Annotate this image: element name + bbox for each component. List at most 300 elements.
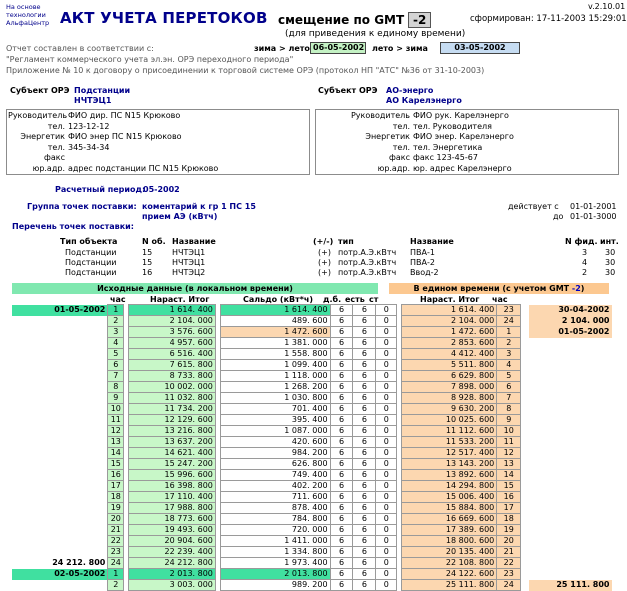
cum-cell: 2 104. 000 — [129, 316, 216, 327]
balance-cell: 1 973. 400 — [221, 558, 330, 569]
cum-cell: 20 904. 600 — [129, 536, 216, 547]
table-row — [12, 558, 612, 569]
extra-cell — [529, 404, 611, 415]
table-row — [12, 536, 612, 547]
balance-cell: 1 614. 400 — [221, 305, 330, 316]
cum-right-cell: 10 025. 600 — [402, 415, 497, 426]
st-cell: 0 — [376, 305, 397, 316]
est-cell: 6 — [353, 525, 376, 536]
points-cell: Подстанции — [65, 258, 117, 267]
date-cell — [12, 470, 108, 481]
balance-cell: 420. 600 — [221, 437, 330, 448]
table-row — [12, 371, 612, 382]
valid-from-label: действует с — [508, 202, 559, 211]
points-cell: НЧТЭЦ2 — [172, 268, 206, 277]
est-cell: 6 — [353, 492, 376, 503]
st-cell: 0 — [376, 338, 397, 349]
cum-right-cell: 12 517. 400 — [402, 448, 497, 459]
hour-cell: 9 — [108, 393, 124, 404]
extra-cell — [529, 338, 611, 349]
extra-cell — [529, 470, 611, 481]
table-row — [12, 547, 612, 558]
extra-cell — [529, 481, 611, 492]
hour-cell: 24 — [108, 558, 124, 569]
info-key: тел. — [47, 142, 65, 152]
basis-line-1: Отчет составлен в соответствии с: — [6, 44, 154, 53]
points-header-cell: инт. — [600, 237, 619, 246]
st-cell: 0 — [376, 580, 397, 591]
balance-cell: 1 334. 800 — [221, 547, 330, 558]
balance-cell: 1 268. 200 — [221, 382, 330, 393]
col-hour-r-header: час — [492, 295, 508, 304]
hour-right-cell: 7 — [497, 393, 521, 404]
points-cell: ПВА-1 — [410, 248, 435, 257]
date-cell — [12, 415, 108, 426]
hour-cell: 19 — [108, 503, 124, 514]
db-cell: 6 — [330, 426, 353, 437]
cum-cell: 17 988. 800 — [129, 503, 216, 514]
st-cell: 0 — [376, 547, 397, 558]
st-cell: 0 — [376, 371, 397, 382]
table-row — [12, 415, 612, 426]
est-cell: 6 — [353, 415, 376, 426]
points-cell: потр.А.Э.кВтч — [338, 258, 397, 267]
cum-right-cell: 15 006. 400 — [402, 492, 497, 503]
extra-cell — [529, 536, 611, 547]
cum-cell: 12 129. 600 — [129, 415, 216, 426]
est-cell: 6 — [353, 437, 376, 448]
balance-cell: 1 411. 000 — [221, 536, 330, 547]
points-cell: 16 — [142, 268, 153, 277]
cum-right-cell: 5 511. 800 — [402, 360, 497, 371]
points-cell: Ввод-2 — [410, 268, 439, 277]
db-cell: 6 — [330, 580, 353, 591]
table-row — [12, 327, 612, 338]
gap — [521, 415, 529, 426]
group-value-1: коментарий к гр 1 ПС 15 — [142, 202, 256, 211]
hour-cell: 16 — [108, 470, 124, 481]
date-cell: 02-05-2002 — [12, 569, 108, 580]
points-header-cell: тип — [338, 237, 354, 246]
cum-cell: 17 110. 400 — [129, 492, 216, 503]
table-row — [12, 492, 612, 503]
winter-summer-label: зима > лето — [254, 44, 310, 53]
cum-right-cell: 25 111. 800 — [402, 580, 497, 591]
points-title: Перечень точек поставки: — [12, 222, 134, 231]
hour-right-cell: 15 — [497, 481, 521, 492]
hour-right-cell: 13 — [497, 459, 521, 470]
gap — [521, 360, 529, 371]
right-section-title-prefix: В едином времени (с учетом GMT — [413, 284, 572, 293]
st-cell: 0 — [376, 316, 397, 327]
gap — [521, 371, 529, 382]
hour-right-cell: 22 — [497, 558, 521, 569]
hour-cell: 2 — [108, 316, 124, 327]
hour-cell: 21 — [108, 525, 124, 536]
right-section-title — [389, 283, 609, 294]
info-value: ФИО дир. ПС N15 Крюково — [68, 111, 181, 120]
points-cell: НЧТЭЦ1 — [172, 248, 206, 257]
logo-line-3: АльфаЦентр — [6, 19, 50, 27]
cum-right-cell: 22 108. 800 — [402, 558, 497, 569]
hour-cell: 5 — [108, 349, 124, 360]
balance-cell: 1 381. 000 — [221, 338, 330, 349]
db-cell: 6 — [330, 547, 353, 558]
points-cell: (+) — [318, 248, 331, 257]
hour-cell: 1 — [108, 305, 124, 316]
date-cell — [12, 547, 108, 558]
cum-right-cell: 14 294. 800 — [402, 481, 497, 492]
hour-right-cell: 21 — [497, 547, 521, 558]
extra-cell — [529, 569, 611, 580]
points-cell: потр.А.Э.кВтч — [338, 248, 397, 257]
subject-left-name1: Подстанции — [74, 86, 131, 95]
db-cell: 6 — [330, 503, 353, 514]
hour-cell: 18 — [108, 492, 124, 503]
hour-cell: 23 — [108, 547, 124, 558]
points-header-cell: N фид. — [565, 237, 598, 246]
est-cell: 6 — [353, 448, 376, 459]
hour-cell: 7 — [108, 371, 124, 382]
info-row — [8, 122, 109, 131]
hour-right-cell: 6 — [497, 382, 521, 393]
db-cell: 6 — [330, 338, 353, 349]
gap — [521, 404, 529, 415]
hour-cell: 14 — [108, 448, 124, 459]
db-cell: 6 — [330, 316, 353, 327]
cum-right-cell: 1 614. 400 — [402, 305, 497, 316]
cum-right-cell: 2 104. 000 — [402, 316, 497, 327]
extra-cell — [529, 459, 611, 470]
est-cell: 6 — [353, 316, 376, 327]
extra-cell — [529, 503, 611, 514]
db-cell: 6 — [330, 459, 353, 470]
st-cell: 0 — [376, 503, 397, 514]
points-cell: 4 — [582, 258, 588, 267]
balance-cell: 701. 400 — [221, 404, 330, 415]
est-cell: 6 — [353, 305, 376, 316]
cum-right-cell: 2 853. 600 — [402, 338, 497, 349]
info-row — [318, 143, 482, 152]
gap — [521, 382, 529, 393]
hour-cell: 3 — [108, 327, 124, 338]
valid-to-label: до — [553, 212, 564, 221]
right-section-title-value: -2 — [571, 284, 581, 293]
table-row — [12, 514, 612, 525]
summer-winter-label: лето > зима — [372, 44, 428, 53]
db-cell: 6 — [330, 404, 353, 415]
gap — [521, 316, 529, 327]
cum-cell: 14 621. 400 — [129, 448, 216, 459]
gap — [521, 503, 529, 514]
info-key: тел. — [392, 121, 410, 131]
cum-cell: 7 615. 800 — [129, 360, 216, 371]
cum-cell: 6 516. 400 — [129, 349, 216, 360]
table-row — [12, 349, 612, 360]
hour-right-cell: 23 — [497, 569, 521, 580]
subject-right-name2: АО Карелэнерго — [386, 96, 462, 105]
cum-right-cell: 20 135. 400 — [402, 547, 497, 558]
cum-right-cell: 17 389. 600 — [402, 525, 497, 536]
db-cell: 6 — [330, 437, 353, 448]
points-cell: ПВА-2 — [410, 258, 435, 267]
db-cell: 6 — [330, 393, 353, 404]
hour-right-cell: 9 — [497, 415, 521, 426]
valid-from: 01-01-2001 — [570, 202, 617, 211]
cum-right-cell: 1 472. 600 — [402, 327, 497, 338]
basis-line-2: "Регламент коммерческого учета эл.эн. ОРЭ переходного периода" — [6, 55, 294, 64]
info-key: Руководитель — [350, 111, 410, 120]
est-cell: 6 — [353, 481, 376, 492]
hour-right-cell: 17 — [497, 503, 521, 514]
est-cell: 6 — [353, 327, 376, 338]
subject-left-label: Субъект ОРЭ — [10, 86, 70, 95]
info-value: 345-34-34 — [68, 142, 110, 152]
date-cell — [12, 481, 108, 492]
est-cell: 6 — [353, 503, 376, 514]
col-cum-r-header: Нараст. Итог — [420, 295, 480, 304]
table-row — [12, 470, 612, 481]
info-row — [318, 111, 509, 120]
hour-right-cell: 16 — [497, 492, 521, 503]
db-cell: 6 — [330, 360, 353, 371]
cum-right-cell: 15 884. 800 — [402, 503, 497, 514]
st-cell: 0 — [376, 558, 397, 569]
points-cell: Подстанции — [65, 268, 117, 277]
cum-cell: 11 032. 800 — [129, 393, 216, 404]
points-cell: 3 — [582, 248, 588, 257]
hour-right-cell: 10 — [497, 426, 521, 437]
balance-cell: 720. 000 — [221, 525, 330, 536]
cum-cell: 1 614. 400 — [129, 305, 216, 316]
gap — [521, 470, 529, 481]
extra-cell — [529, 448, 611, 459]
date-cell — [12, 448, 108, 459]
left-section-title — [12, 283, 378, 294]
balance-cell: 711. 600 — [221, 492, 330, 503]
balance-cell: 1 030. 800 — [221, 393, 330, 404]
cum-right-cell: 11 533. 200 — [402, 437, 497, 448]
period-value: 05-2002 — [143, 185, 180, 194]
cum-cell: 10 002. 000 — [129, 382, 216, 393]
info-key: юр.адр. — [377, 163, 410, 173]
est-cell: 6 — [353, 547, 376, 558]
balance-cell: 749. 400 — [221, 470, 330, 481]
db-cell: 6 — [330, 305, 353, 316]
st-cell: 0 — [376, 448, 397, 459]
gap — [521, 580, 529, 591]
balance-cell: 395. 400 — [221, 415, 330, 426]
date-cell — [12, 327, 108, 338]
hour-cell: 8 — [108, 382, 124, 393]
date-cell — [12, 437, 108, 448]
db-cell: 6 — [330, 382, 353, 393]
st-cell: 0 — [376, 536, 397, 547]
col-db-header: д.б. — [323, 295, 342, 304]
info-row — [318, 122, 492, 131]
db-cell: 6 — [330, 415, 353, 426]
balance-cell: 784. 800 — [221, 514, 330, 525]
balance-cell: 2 013. 800 — [221, 569, 330, 580]
points-cell: 15 — [142, 248, 153, 257]
cum-cell: 15 996. 600 — [129, 470, 216, 481]
hour-cell: 13 — [108, 437, 124, 448]
date-cell — [12, 338, 108, 349]
hour-cell: 12 — [108, 426, 124, 437]
basis-line-3: Приложение № 10 к договору о присоединении к торговой системе ОРЭ (протокол НП "АТС" №36 от 31-10-2003) — [6, 66, 485, 75]
db-cell: 6 — [330, 470, 353, 481]
st-cell: 0 — [376, 415, 397, 426]
cum-cell: 11 734. 200 — [129, 404, 216, 415]
st-cell: 0 — [376, 437, 397, 448]
hour-right-cell: 8 — [497, 404, 521, 415]
info-value: адрес подстанции ПС N15 Крюково — [68, 163, 219, 173]
col-cum-header: Нараст. Итог — [150, 295, 210, 304]
points-cell: 30 — [605, 248, 616, 257]
cum-cell: 4 957. 600 — [129, 338, 216, 349]
est-cell: 6 — [353, 404, 376, 415]
est-cell: 6 — [353, 393, 376, 404]
db-cell: 6 — [330, 525, 353, 536]
info-key: факс — [44, 153, 65, 162]
balance-cell: 402. 200 — [221, 481, 330, 492]
points-cell: 30 — [605, 268, 616, 277]
extra-cell — [529, 415, 611, 426]
extra-cell — [529, 349, 611, 360]
gap — [521, 514, 529, 525]
est-cell: 6 — [353, 536, 376, 547]
date-cell — [12, 316, 108, 327]
cum-cell: 2 013. 800 — [129, 569, 216, 580]
points-header-cell: N об. — [142, 237, 166, 246]
hour-cell: 1 — [108, 569, 124, 580]
date-cell — [12, 371, 108, 382]
balance-cell: 1 472. 600 — [221, 327, 330, 338]
extra-cell — [529, 514, 611, 525]
date-cell: 24 212. 800 — [52, 558, 106, 567]
info-row — [8, 111, 180, 120]
gap — [521, 536, 529, 547]
date-cell — [12, 459, 108, 470]
db-cell: 6 — [330, 569, 353, 580]
points-cell: 15 — [142, 258, 153, 267]
info-row — [8, 143, 109, 152]
subject-left-name2: НЧТЭЦ1 — [74, 96, 112, 105]
cum-right-cell: 4 412. 400 — [402, 349, 497, 360]
hour-right-cell: 19 — [497, 525, 521, 536]
hour-right-cell: 1 — [497, 327, 521, 338]
st-cell: 0 — [376, 514, 397, 525]
logo-line-1: На основе — [6, 3, 41, 11]
balance-cell: 1 558. 800 — [221, 349, 330, 360]
est-cell: 6 — [353, 426, 376, 437]
gap — [521, 437, 529, 448]
hour-right-cell: 20 — [497, 536, 521, 547]
cum-cell: 19 493. 600 — [129, 525, 216, 536]
balance-cell: 1 087. 000 — [221, 426, 330, 437]
extra-cell: 30-04-2002 — [529, 305, 611, 316]
db-cell: 6 — [330, 492, 353, 503]
cum-right-cell: 9 630. 200 — [402, 404, 497, 415]
est-cell: 6 — [353, 459, 376, 470]
extra-cell — [529, 426, 611, 437]
winter-summer-date: 06-05-2002 — [310, 42, 366, 54]
info-row — [318, 164, 512, 173]
info-value: 123-12-12 — [68, 121, 110, 131]
cum-cell: 13 216. 800 — [129, 426, 216, 437]
extra-cell — [529, 371, 611, 382]
hour-right-cell: 24 — [497, 316, 521, 327]
info-value: тел. Руководителя — [413, 121, 492, 131]
info-key: юр.адр. — [32, 163, 65, 173]
extra-cell — [529, 360, 611, 371]
date-cell — [12, 525, 108, 536]
table-row — [12, 360, 612, 371]
extra-cell — [529, 492, 611, 503]
cum-cell: 15 247. 200 — [129, 459, 216, 470]
date-cell: 01-05-2002 — [12, 305, 108, 316]
table-row — [12, 459, 612, 470]
info-row — [8, 132, 182, 141]
gap — [521, 338, 529, 349]
date-cell — [12, 360, 108, 371]
db-cell: 6 — [330, 371, 353, 382]
st-cell: 0 — [376, 327, 397, 338]
st-cell: 0 — [376, 569, 397, 580]
extra-cell: 01-05-2002 — [529, 327, 611, 338]
cum-right-cell: 24 122. 600 — [402, 569, 497, 580]
table-row — [12, 525, 612, 536]
points-cell: потр.А.Э.кВтч — [338, 268, 397, 277]
est-cell: 6 — [353, 569, 376, 580]
table-row — [12, 382, 612, 393]
info-key: Энергетик — [20, 132, 65, 141]
table-row — [12, 393, 612, 404]
table-row — [12, 426, 612, 437]
col-balance-header: Сальдо (кВт*ч) — [243, 295, 314, 304]
extra-cell — [529, 393, 611, 404]
hour-right-cell: 2 — [497, 338, 521, 349]
gmt-label: смещение по GMT — [278, 13, 405, 27]
db-cell: 6 — [330, 448, 353, 459]
table-row — [12, 503, 612, 514]
est-cell: 6 — [353, 349, 376, 360]
table-row — [12, 305, 612, 316]
gmt-note: (для приведения к единому времени) — [285, 29, 466, 39]
date-cell — [12, 426, 108, 437]
st-cell: 0 — [376, 360, 397, 371]
db-cell: 6 — [330, 558, 353, 569]
info-key: Руководитель — [8, 111, 68, 120]
hour-cell: 17 — [108, 481, 124, 492]
col-est-header: есть — [345, 295, 365, 304]
st-cell: 0 — [376, 393, 397, 404]
date-cell — [12, 349, 108, 360]
st-cell: 0 — [376, 382, 397, 393]
info-row — [8, 164, 218, 173]
subject-right-name1: АО-энерго — [386, 86, 434, 95]
est-cell: 6 — [353, 382, 376, 393]
gap — [521, 448, 529, 459]
logo — [6, 3, 49, 27]
page-title: АКТ УЧЕТА ПЕРЕТОКОВ — [60, 9, 268, 27]
period-label: Расчетный период: — [55, 185, 146, 194]
balance-cell: 626. 800 — [221, 459, 330, 470]
db-cell: 6 — [330, 481, 353, 492]
st-cell: 0 — [376, 492, 397, 503]
balance-cell: 1 099. 400 — [221, 360, 330, 371]
cum-cell: 3 003. 000 — [129, 580, 216, 591]
